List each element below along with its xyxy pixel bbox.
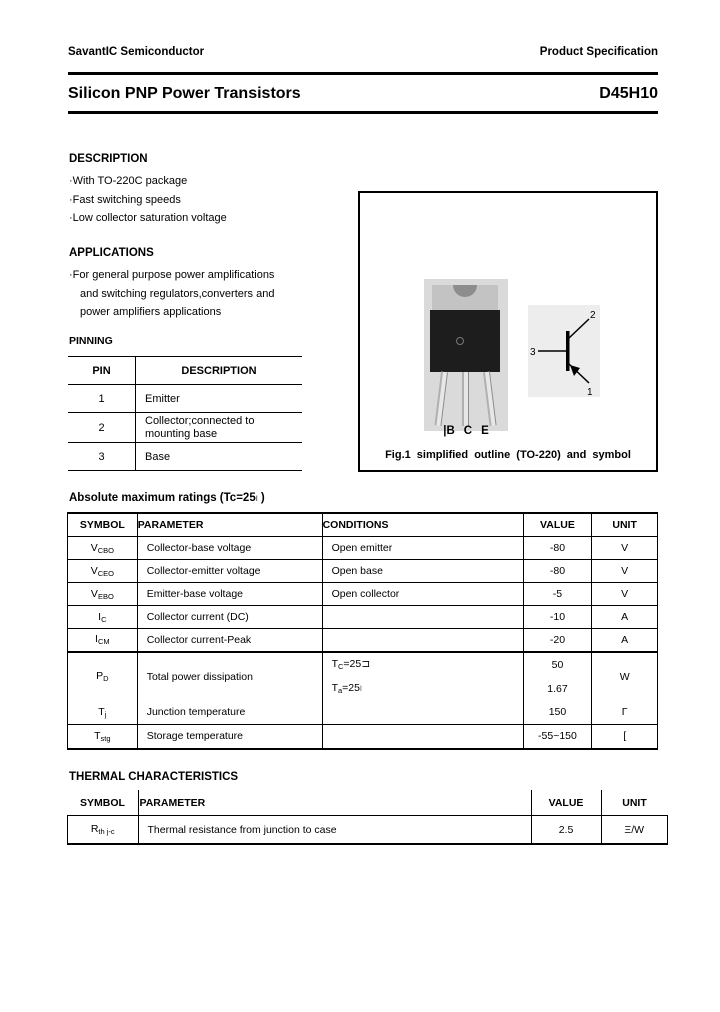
symbol-base: V (90, 564, 98, 577)
thermal-header-row (68, 790, 668, 816)
package-pin-labels (424, 425, 508, 437)
column-header-value: VALUE (531, 790, 601, 816)
package-leg-base (434, 372, 448, 426)
thermal-heading: THERMAL CHARACTERISTICS (69, 771, 239, 783)
unit-cell: Γ (592, 701, 658, 725)
abs-max-ratings-table (67, 512, 658, 750)
applications-heading: APPLICATIONS (69, 247, 154, 259)
table-row (68, 537, 658, 560)
pin-number: 3 (68, 443, 136, 471)
unit-cell: Ξ/W (601, 816, 668, 845)
table-row (68, 443, 302, 471)
condition-base: T (331, 682, 338, 694)
table-row (68, 606, 658, 629)
table-row-power-dissipation (68, 652, 658, 701)
value-cell: 150 (523, 701, 592, 725)
unit-cell: V (592, 583, 658, 606)
symbol-base: I (95, 633, 98, 646)
value-cell: -5 (523, 583, 592, 606)
symbol-pin3-label: 3 (530, 347, 536, 358)
pin-column-header: PIN (68, 357, 136, 385)
value-cell: -55~150 (523, 724, 592, 749)
conditions-cell (322, 652, 523, 701)
conditions-stack (332, 653, 523, 701)
value-cell: -80 (523, 537, 592, 560)
unit-cell: V (592, 560, 658, 583)
description-column-header: DESCRIPTION (136, 357, 303, 385)
column-header-parameter: PARAMETER (138, 790, 531, 816)
parameter-cell: Collector-base voltage (137, 537, 322, 560)
unit-cell: V (592, 537, 658, 560)
symbol-cell (68, 816, 139, 845)
symbol-cell (68, 701, 138, 725)
conditions-cell (322, 606, 523, 629)
parameter-cell: Emitter-base voltage (137, 583, 322, 606)
condition-base: T (331, 658, 338, 670)
symbol-subscript: j (104, 709, 107, 719)
header-rule-top (68, 72, 658, 75)
pnp-symbol-drawing (528, 305, 600, 397)
applications-line: ·For general purpose power amplifications (69, 269, 275, 281)
table-row (68, 583, 658, 606)
condition-subscript: C (338, 662, 344, 671)
abs-max-ratings-heading (69, 492, 265, 504)
symbol-subscript: CBO (97, 545, 114, 555)
package-metal-tab (432, 285, 498, 313)
column-header-symbol: SYMBOL (68, 790, 139, 816)
symbol-cell (68, 652, 138, 701)
condition-line (332, 682, 523, 695)
pin-description (136, 413, 303, 443)
company-name: SavantIC Semiconductor (68, 46, 205, 58)
unit-cell: [ (592, 724, 658, 749)
parameter-cell: Storage temperature (137, 724, 322, 749)
table-row (68, 724, 658, 749)
applications-line: and switching regulators,converters and (80, 287, 275, 300)
label-emitter: E (481, 425, 489, 437)
package-plastic-body (430, 310, 500, 372)
abs-max-title-text: Absolute maximum ratings (Tc=25 (69, 492, 256, 504)
parameter-cell: Collector current (DC) (137, 606, 322, 629)
parameter-cell: Total power dissipation (137, 652, 322, 701)
unit-cell: A (592, 629, 658, 652)
symbol-subscript: EBO (97, 591, 114, 601)
symbol-cell (68, 537, 138, 560)
symbol-subscript: stg (100, 733, 111, 743)
conditions-cell: Open collector (322, 583, 523, 606)
symbol-cell (68, 724, 138, 749)
description-item: ·Low collector saturation voltage (69, 212, 227, 224)
table-row (68, 816, 668, 845)
table-row (68, 385, 302, 413)
pin-number: 2 (68, 413, 136, 443)
pin-number: 1 (68, 385, 136, 413)
parameter-cell: Collector-emitter voltage (137, 560, 322, 583)
symbol-base: V (90, 541, 98, 554)
value-cell: 2.5 (531, 816, 601, 845)
column-header-parameter: PARAMETER (137, 513, 322, 537)
ratings-header-row (68, 513, 658, 537)
unit-cell: A (592, 606, 658, 629)
pinning-table (68, 356, 302, 471)
symbol-pin1-label: 1 (587, 387, 593, 397)
symbol-pin2-label: 2 (590, 310, 596, 321)
degree-glyph: ǀ (255, 496, 258, 503)
symbol-cell (68, 560, 138, 583)
unit-cell: W (592, 652, 658, 701)
table-row (68, 413, 302, 443)
condition-rest: =25⊐ (343, 658, 371, 670)
package-leg-emitter (483, 372, 497, 426)
conditions-cell: Open base (322, 560, 523, 583)
symbol-base: T (98, 705, 105, 718)
to220-package-photo (424, 279, 508, 437)
package-mounting-hole (453, 285, 477, 297)
description-item: ·Fast switching speeds (69, 193, 181, 206)
pin-description: Base (136, 443, 303, 471)
description-heading: DESCRIPTION (69, 153, 148, 165)
page-title: Silicon PNP Power Transistors (68, 85, 301, 102)
symbol-cell (68, 606, 138, 629)
parameter-cell: Junction temperature (137, 701, 322, 725)
abs-max-title-close: ) (257, 492, 265, 504)
symbol-cell (68, 629, 138, 652)
value-line: 1.67 (547, 682, 568, 695)
symbol-base: V (90, 587, 98, 600)
symbol-subscript: CEO (97, 568, 114, 578)
column-header-unit: UNIT (592, 513, 658, 537)
parameter-cell: Thermal resistance from junction to case (138, 816, 531, 845)
column-header-symbol: SYMBOL (68, 513, 138, 537)
symbol-subscript: CM (97, 637, 110, 647)
column-header-unit: UNIT (601, 790, 668, 816)
conditions-cell: Open emitter (322, 537, 523, 560)
symbol-cell (68, 583, 138, 606)
figure-caption: Fig.1 simplified outline (TO-220) and symbol (385, 449, 631, 461)
value-cell (523, 652, 592, 701)
symbol-base: R (90, 823, 99, 835)
conditions-cell (322, 724, 523, 749)
column-header-conditions: CONDITIONS (322, 513, 523, 537)
condition-subscript: a (338, 686, 343, 695)
table-row (68, 560, 658, 583)
label-collector: C (463, 425, 473, 437)
values-stack (524, 653, 592, 701)
spec-label: Product Specification (539, 46, 658, 58)
applications-list (69, 266, 274, 322)
symbol-subscript: C (101, 614, 107, 624)
value-line: 50 (551, 658, 564, 671)
conditions-cell (322, 629, 523, 652)
symbol-base: I (98, 610, 102, 623)
table-row (68, 629, 658, 652)
label-base: |B (443, 425, 455, 437)
parameter-cell: Collector current-Peak (137, 629, 322, 652)
pinning-heading: PINNING (69, 335, 113, 347)
value-cell: -20 (523, 629, 592, 652)
thermal-table (67, 790, 668, 845)
package-marking-dot (456, 337, 464, 345)
symbol-base: P (96, 670, 104, 682)
applications-line: power amplifiers applications (80, 306, 222, 318)
value-cell: -10 (523, 606, 592, 629)
description-list (69, 172, 227, 228)
symbol-subscript: th j-c (98, 827, 115, 836)
value-cell: -80 (523, 560, 592, 583)
conditions-cell (322, 701, 523, 725)
pinning-header-row (68, 357, 302, 385)
condition-line (332, 658, 523, 671)
pin-description-text: Collector;connected to mounting base (145, 414, 255, 440)
symbol-subscript: D (103, 674, 109, 683)
header-rule-bottom (68, 111, 658, 114)
part-number: D45H10 (599, 85, 658, 102)
symbol-base: T (94, 729, 101, 742)
pin-description: Emitter (136, 385, 303, 413)
description-item: ·With TO-220C package (69, 175, 188, 187)
condition-rest: =25 (342, 682, 360, 694)
table-row (68, 701, 658, 725)
package-leg-collector (462, 372, 469, 426)
transistor-symbol (528, 305, 600, 397)
degree-glyph: ǀ (359, 686, 362, 693)
column-header-value: VALUE (523, 513, 592, 537)
figure-box (358, 191, 658, 472)
